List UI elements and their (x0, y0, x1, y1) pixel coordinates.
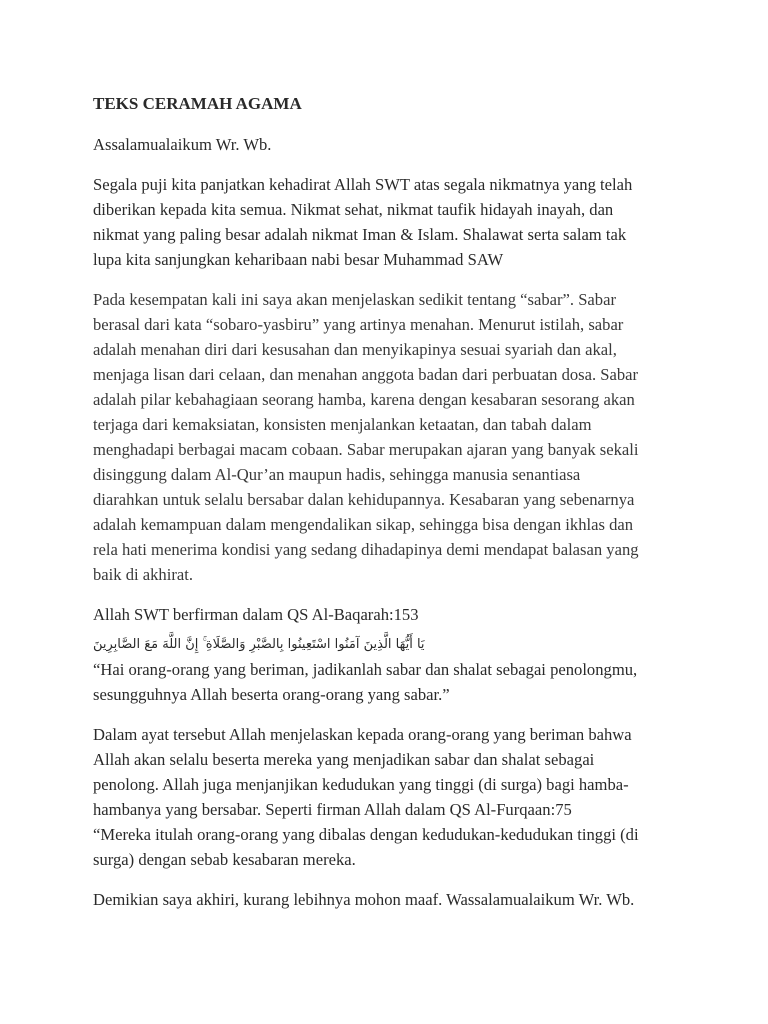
text-line: adalah menahan diri dari kesusahan dan menyikapinya sesuai syariah dan akal, (93, 340, 617, 359)
text-line: diberikan kepada kita semua. Nikmat sehat, nikmat taufik hidayah inayah, dan (93, 200, 614, 219)
text-line: rela hati menerima kondisi yang sedang dihadapinya demi mendapat balasan yang (93, 540, 639, 559)
paragraph-sabar (93, 287, 733, 587)
text-line: “Mereka itulah orang-orang yang dibalas dengan kedudukan-kedudukan tinggi (di (93, 825, 639, 844)
text-line: hambanya yang bersabar. Seperti firman Allah dalam QS Al-Furqaan:75 (93, 800, 572, 819)
text-line: penolong. Allah juga menjanjikan kedudukan yang tinggi (di surga) bagi hamba- (93, 775, 629, 794)
greeting: Assalamualaikum Wr. Wb. (93, 135, 272, 154)
quran-intro: Allah SWT berfirman dalam QS Al-Baqarah:153 (93, 605, 419, 624)
verse-translation (93, 657, 733, 707)
text-line: Segala puji kita panjatkan kehadirat Allah SWT atas segala nikmatnya yang telah (93, 175, 633, 194)
paragraph-opening (93, 172, 733, 272)
text-line: Dalam ayat tersebut Allah menjelaskan kepada orang-orang yang beriman bahwa (93, 725, 632, 744)
closing: Demikian saya akhiri, kurang lebihnya mohon maaf. Wassalamualaikum Wr. Wb. (93, 890, 635, 909)
text-line: baik di akhirat. (93, 565, 193, 584)
text-line: berasal dari kata “sobaro-yasbiru” yang artinya menahan. Menurut istilah, sabar (93, 315, 624, 334)
text-line: diarahkan untuk selalu bersabar dalan kehidupannya. Kesabaran yang sebenarnya (93, 490, 635, 509)
document-page (93, 91, 733, 927)
arabic-verse: يَا أَيُّهَا الَّذِينَ آمَنُوا اسْتَعِينُوا بِالصَّبْرِ وَالصَّلَاةِ ۚ إِنَّ اللَّهَ مَعَ الصَّابِرِينَ (93, 637, 425, 652)
text-line: menghadapi berbagai macam cobaan. Sabar merupakan ajaran yang banyak sekali (93, 440, 639, 459)
text-line: adalah kemampuan dalam mengendalikan sikap, sehingga bisa dengan ikhlas dan (93, 515, 634, 534)
text-line: sesungguhnya Allah beserta orang-orang yang sabar.” (93, 685, 450, 704)
text-line: adalah pilar kebahagiaan seorang hamba, karena dengan kesabaran sesorang akan (93, 390, 635, 409)
document-title: TEKS CERAMAH AGAMA (93, 94, 302, 113)
text-line: nikmat yang paling besar adalah nikmat Iman & Islam. Shalawat serta salam tak (93, 225, 627, 244)
text-line: “Hai orang-orang yang beriman, jadikanlah sabar dan shalat sebagai penolongmu, (93, 660, 638, 679)
text-line: surga) dengan sebab kesabaran mereka. (93, 850, 356, 869)
text-line: disinggung dalam Al-Qur’an maupun hadis, sehingga manusia senantiasa (93, 465, 581, 484)
text-line: Pada kesempatan kali ini saya akan menjelaskan sedikit tentang “sabar”. Sabar (93, 290, 616, 309)
text-line: menjaga lisan dari celaan, dan menahan anggota badan dari perbuatan dosa. Sabar (93, 365, 639, 384)
text-line: terjaga dari kemaksiatan, konsisten menjalankan ketaatan, dan tabah dalam (93, 415, 592, 434)
paragraph-explanation (93, 722, 733, 872)
text-line: Allah akan selalu beserta mereka yang menjadikan sabar dan shalat sebagai (93, 750, 595, 769)
text-line: lupa kita sanjungkan keharibaan nabi besar Muhammad SAW (93, 250, 504, 269)
